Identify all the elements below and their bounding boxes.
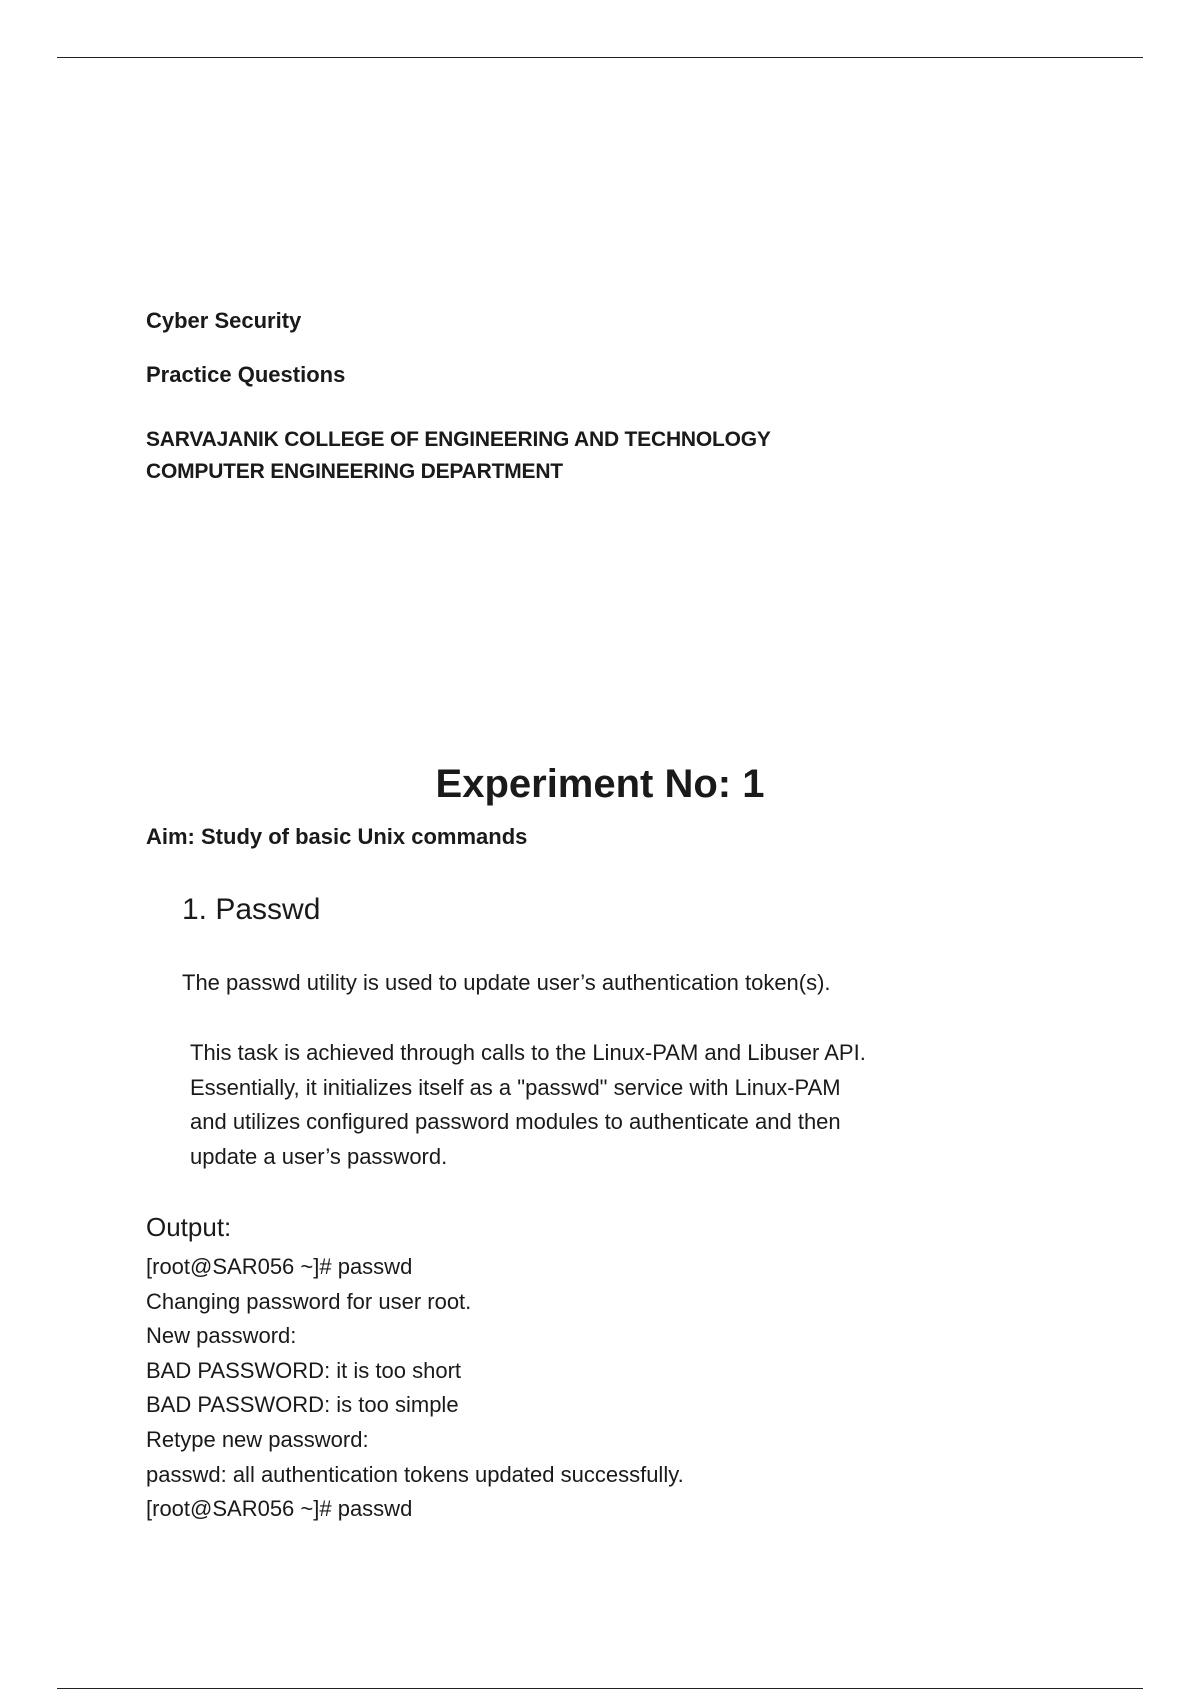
description-line: update a user’s password. bbox=[190, 1143, 448, 1169]
description-line: This task is achieved through calls to the Linux-PAM and Libuser API. bbox=[190, 1040, 866, 1065]
description-line: and utilizes configured password modules to authenticate and then bbox=[190, 1109, 841, 1134]
output-line: passwd: all authentication tokens updated successfully. bbox=[146, 1461, 684, 1487]
section-heading: 1. Passwd bbox=[182, 893, 321, 926]
output-line: BAD PASSWORD: it is too short bbox=[146, 1357, 462, 1383]
description-line: Essentially, it initializes itself as a "passwd" service with Linux-PAM bbox=[190, 1074, 841, 1100]
experiment-title: Experiment No: 1 bbox=[435, 762, 765, 806]
output-line: Changing password for user root. bbox=[146, 1288, 472, 1314]
top-rule bbox=[57, 57, 1143, 58]
output-label: Output: bbox=[146, 1212, 232, 1242]
course-title: Cyber Security bbox=[146, 308, 302, 333]
department-name: COMPUTER ENGINEERING DEPARTMENT bbox=[146, 460, 563, 483]
output-line: Retype new password: bbox=[146, 1426, 369, 1452]
output-line: New password: bbox=[146, 1323, 297, 1349]
bottom-rule bbox=[57, 1688, 1143, 1689]
output-line: [root@SAR056 ~]# passwd bbox=[146, 1496, 413, 1522]
output-line: BAD PASSWORD: is too simple bbox=[146, 1392, 459, 1418]
output-line: [root@SAR056 ~]# passwd bbox=[146, 1254, 413, 1279]
output-block bbox=[146, 1250, 684, 1527]
document-subtitle: Practice Questions bbox=[146, 362, 346, 387]
section-intro: The passwd utility is used to update user’s authentication token(s). bbox=[182, 970, 831, 995]
experiment-aim: Aim: Study of basic Unix commands bbox=[146, 824, 528, 849]
section-description bbox=[190, 1036, 1002, 1174]
college-name: SARVAJANIK COLLEGE OF ENGINEERING AND TECHNOLOGY bbox=[146, 428, 771, 451]
